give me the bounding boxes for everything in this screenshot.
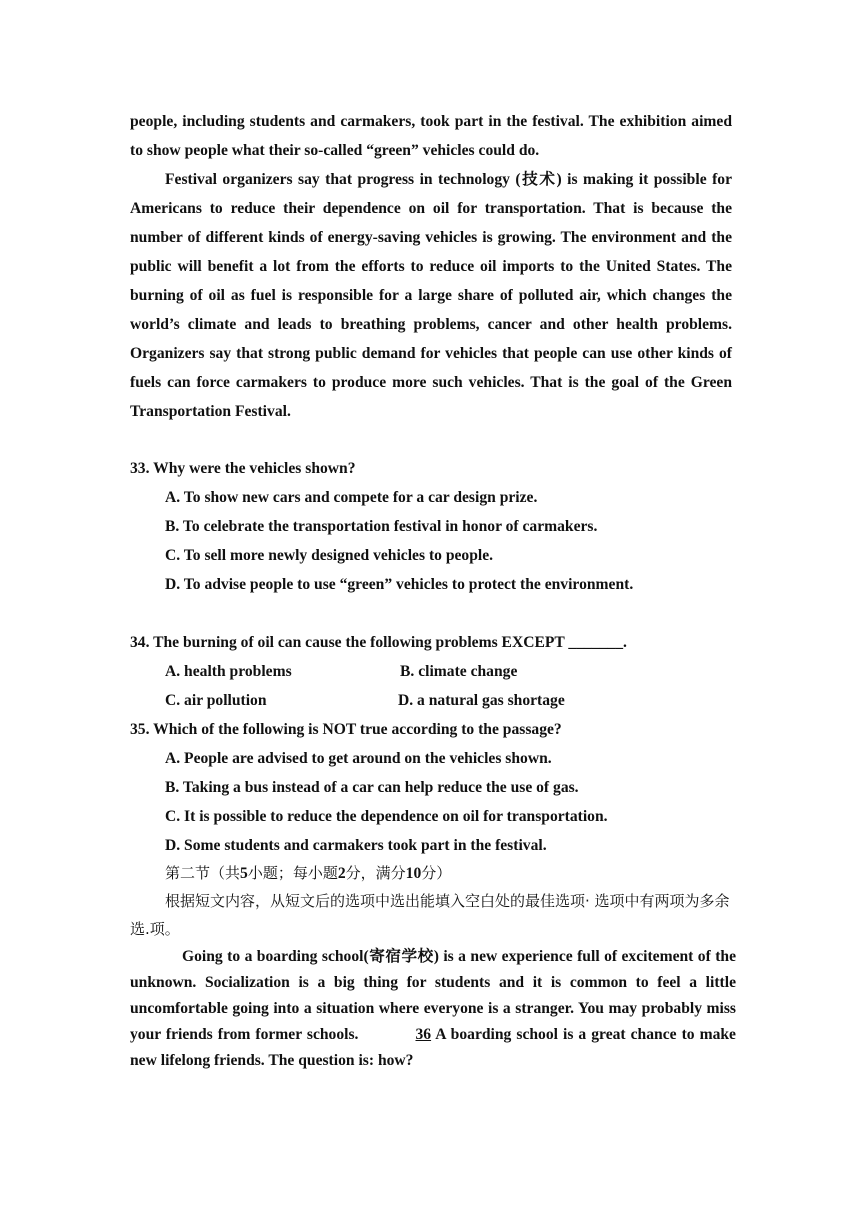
question-33-stem: 33. Why were the vehicles shown? bbox=[130, 460, 356, 477]
question-35-stem: 35. Which of the following is NOT true according to the passage? bbox=[130, 721, 562, 738]
question-34-option-a: A. health problems bbox=[165, 663, 292, 680]
passage-body bbox=[130, 107, 732, 426]
paragraph-2: Festival organizers say that progress in technology (技术) is making it possible for Americans to reduce their dependence on oil for transportation. That is because the number of different kinds of energy-saving vehicles is growing. The environment and the public will benefit a lot from the efforts to reduce oil imports to the United States. The burning of oil as fuel is responsible for a large share of polluted air, which changes the world’s climate and leads to breathing problems, cancer and other health problems. Organizers say that strong public demand for vehicles that people can use other kinds of fuels can force carmakers to produce more such vehicles. That is the goal of the Green Transportation Festival. bbox=[130, 171, 732, 420]
question-35-option-b: B. Taking a bus instead of a car can help reduce the use of gas. bbox=[165, 779, 579, 796]
question-33-option-d: D. To advise people to use “green” vehicles to protect the environment. bbox=[165, 576, 634, 593]
blank-36: 36 bbox=[415, 1026, 432, 1043]
question-34-stem: 34. The burning of oil can cause the following problems EXCEPT _______. bbox=[130, 634, 627, 651]
question-34-option-b: B. climate change bbox=[400, 663, 518, 680]
passage-2 bbox=[130, 944, 736, 1074]
question-34-option-c: C. air pollution bbox=[165, 692, 267, 709]
question-33-option-b: B. To celebrate the transportation festival in honor of carmakers. bbox=[165, 518, 598, 535]
question-33-option-a: A. To show new cars and compete for a car design prize. bbox=[165, 489, 538, 506]
passage-2-text-after: A boarding school is a great chance to make new lifelong friends. The question is: how? bbox=[130, 1026, 736, 1069]
paragraph-1: people, including students and carmakers, took part in the festival. The exhibition aimed to show people what their so-called “green” vehicles could do. bbox=[130, 113, 732, 159]
passage-2-text-before: Going to a boarding school(寄宿学校) is a new experience full of excitement of the unknown. Socialization is a big thing for students and it is common to feel a little uncomfortable going into a situation where everyone is a stranger. You may probably miss your friends from former schools. bbox=[130, 948, 736, 1043]
section-instructions: 根据短文内容，从短文后的选项中选出能填入空白处的最佳选项· 选项中有两项为多余选.项。 bbox=[130, 892, 730, 938]
question-35-option-d: D. Some students and carmakers took part in the festival. bbox=[165, 837, 547, 854]
question-33-option-c: C. To sell more newly designed vehicles to people. bbox=[165, 547, 494, 564]
section-heading: 第二节（共5小题；每小题2分，满分10分） bbox=[165, 864, 452, 882]
question-34-option-d: D. a natural gas shortage bbox=[398, 692, 565, 709]
question-35-option-a: A. People are advised to get around on the vehicles shown. bbox=[165, 750, 552, 767]
question-35-option-c: C. It is possible to reduce the dependence on oil for transportation. bbox=[165, 808, 608, 825]
